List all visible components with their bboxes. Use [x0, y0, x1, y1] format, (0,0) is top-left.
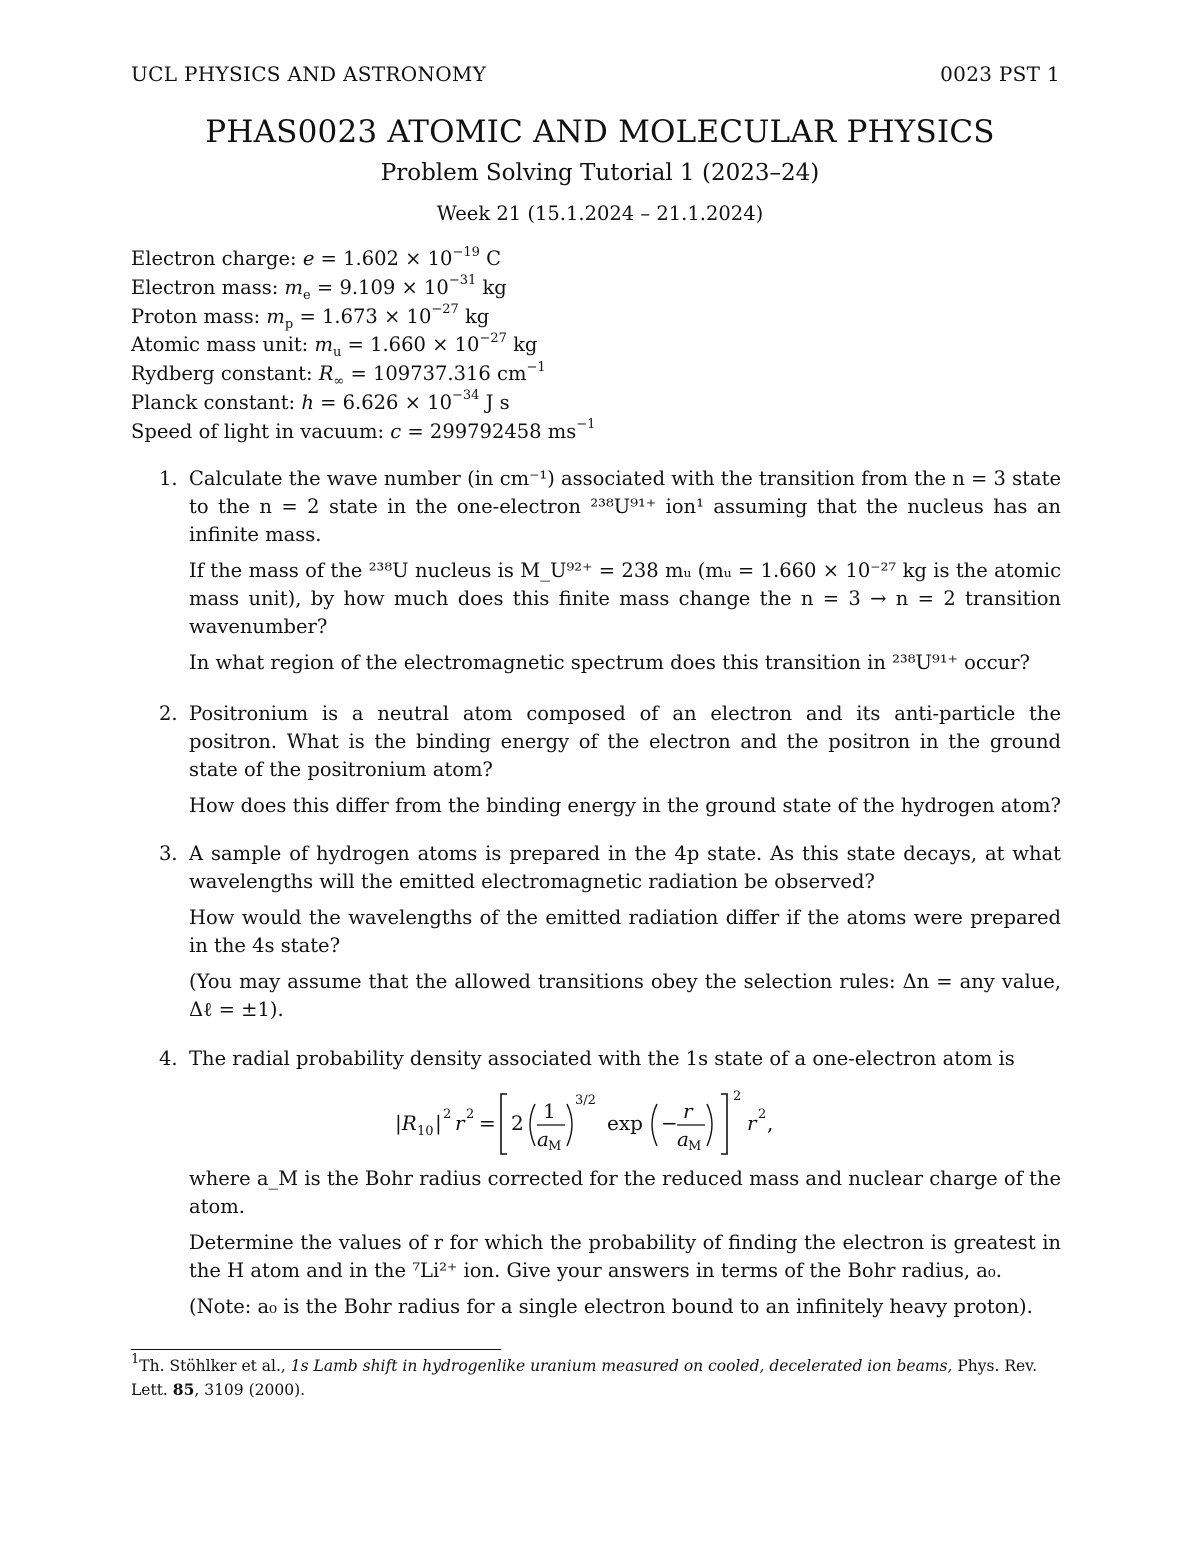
- right-bracket: [721, 1094, 727, 1154]
- footnote-pages: , 3109 (2000).: [194, 1381, 306, 1399]
- page-title: PHAS0023 ATOMIC AND MOLECULAR PHYSICS: [205, 114, 995, 150]
- constant-label: Speed of light in vacuum:: [131, 419, 391, 443]
- constant-label: Planck constant:: [131, 390, 302, 414]
- constant-row: [131, 389, 595, 418]
- question-1: [131, 465, 1061, 685]
- constant-unit: J s: [479, 390, 510, 414]
- question-paragraph: If the mass of the ²³⁸U nucleus is M_U⁹²⁺ = 238 mᵤ (mᵤ = 1.660 × 10⁻²⁷ kg is the atomic mass unit), by how much does this finite mass change the n = 3 → n = 2 transition wavenumber?: [189, 559, 1061, 638]
- eq-outer-exp: 2: [733, 1090, 742, 1104]
- constant-label: Electron mass:: [131, 275, 285, 299]
- constant-row: [131, 331, 595, 360]
- eq-a: a: [677, 1127, 689, 1151]
- constant-unit: kg: [506, 333, 538, 357]
- question-paragraph: (You may assume that the allowed transitions obey the selection rules: Δn = any value, Δℓ = ±1).: [189, 970, 1061, 1021]
- constant-unit: kg: [458, 304, 490, 328]
- question-paragraph: Determine the values of r for which the probability of finding the electron is greatest in the H atom and in the ⁷Li²⁺ ion. Give your answers in terms of the Bohr radius, a₀.: [189, 1231, 1061, 1282]
- question-paragraph: (Note: a₀ is the Bohr radius for a single electron bound to an infinitely heavy proton).: [189, 1295, 1033, 1318]
- constant-value: = 1.602 × 10: [314, 247, 453, 270]
- left-bracket: [501, 1094, 507, 1154]
- eq-minus: −: [661, 1111, 678, 1135]
- constant-label: Rydberg constant:: [131, 362, 319, 386]
- constant-exponent: −27: [479, 330, 507, 346]
- question-3: [131, 840, 1061, 1032]
- header-code: 0023 PST 1: [940, 62, 1060, 86]
- constant-symbol: c: [390, 419, 402, 443]
- eq-r-num: r: [683, 1099, 693, 1123]
- right-paren: [707, 1104, 712, 1146]
- eq-exp32: 3/2: [575, 1093, 596, 1108]
- constant-unit: C: [479, 247, 502, 270]
- eq-lhs-exp: 2: [443, 1107, 452, 1122]
- eq-tail-r: r: [747, 1111, 757, 1135]
- footnote: [131, 1351, 1061, 1402]
- constant-value: = 299792458 ms: [401, 419, 577, 443]
- radial-density-equation: [0, 1090, 1200, 1160]
- eq-comma: ,: [767, 1111, 774, 1135]
- constant-row: [131, 274, 595, 303]
- question-number: 3.: [159, 842, 178, 865]
- constant-label: Proton mass:: [131, 304, 267, 328]
- eq-two: 2: [511, 1111, 524, 1135]
- constant-subscript: ∞: [333, 374, 345, 390]
- left-paren: [530, 1104, 535, 1146]
- question-paragraph: The radial probability density associated with the 1s state of a one-electron atom is: [189, 1047, 1015, 1070]
- page-subtitle: Problem Solving Tutorial 1 (2023–24): [380, 160, 820, 186]
- eq-equals: =: [479, 1111, 496, 1135]
- footnote-rule: [131, 1349, 501, 1350]
- constant-row: [131, 418, 595, 447]
- week-line: Week 21 (15.1.2024 – 21.1.2024): [436, 202, 764, 225]
- constant-unit: kg: [476, 275, 507, 299]
- question-paragraph: Positronium is a neutral atom composed of an electron and its anti-particle the positron. What is the binding energy of the electron and the positron in the ground state of the positronium atom?: [189, 702, 1061, 781]
- eq-r: r: [455, 1111, 465, 1135]
- footnote-mark: 1: [131, 1351, 140, 1367]
- constant-exponent: −34: [452, 388, 480, 404]
- constant-row: [131, 360, 595, 389]
- question-4-continued: [131, 1165, 1061, 1329]
- footnote-volume: 85: [172, 1380, 195, 1399]
- eq-lhs-bar: |: [435, 1111, 442, 1135]
- eq-a-sub: M: [548, 1139, 562, 1154]
- question-number: 4.: [159, 1047, 178, 1070]
- eq-exp: exp: [607, 1111, 643, 1135]
- eq-lhs-sub: 10: [417, 1124, 434, 1139]
- question-paragraph: In what region of the electromagnetic spectrum does this transition in ²³⁸U⁹¹⁺ occur?: [189, 651, 1031, 674]
- eq-a-sub: M: [688, 1139, 702, 1154]
- eq-lhs: |R: [395, 1111, 417, 1135]
- constant-symbol: R: [318, 362, 334, 386]
- header-department: UCL PHYSICS AND ASTRONOMY: [131, 62, 487, 86]
- constant-exponent: −1: [526, 359, 546, 375]
- question-paragraph: How does this differ from the binding energy in the ground state of the hydrogen atom?: [189, 794, 1061, 817]
- constant-value: = 1.673 × 10: [293, 304, 432, 328]
- question-number: 1.: [159, 467, 178, 490]
- question-number: 2.: [159, 702, 178, 725]
- right-paren: [567, 1104, 572, 1146]
- constant-symbol: m: [266, 304, 285, 328]
- constant-symbol: e: [302, 247, 315, 270]
- constant-value: = 6.626 × 10: [313, 390, 453, 414]
- constants-list: [131, 245, 595, 447]
- constant-symbol: m: [284, 275, 303, 299]
- question-paragraph: Calculate the wave number (in cm⁻¹) associated with the transition from the n = 3 state to the n = 2 state in the one-electron ²³⁸U⁹¹⁺ ion¹ assuming that the nucleus has an infinite mass.: [189, 467, 1061, 546]
- constant-exponent: −19: [452, 244, 480, 260]
- question-2: [131, 700, 1061, 828]
- constant-subscript: u: [332, 345, 342, 361]
- constant-subscript: e: [303, 287, 311, 303]
- constant-value: = 9.109 × 10: [310, 275, 449, 299]
- eq-one: 1: [543, 1099, 556, 1123]
- question-paragraph: A sample of hydrogen atoms is prepared in the 4p state. As this state decays, at what wavelengths will the emitted electromagnetic radiation be observed?: [189, 842, 1061, 893]
- constant-row: [131, 303, 595, 332]
- constant-label: Electron charge:: [131, 247, 303, 270]
- constant-row: [131, 245, 595, 274]
- eq-r-exp: 2: [466, 1107, 475, 1122]
- constant-symbol: m: [314, 333, 333, 357]
- footnote-authors: Th. Stöhlker et al.,: [139, 1357, 291, 1375]
- constant-exponent: −27: [431, 302, 459, 318]
- constant-label: Atomic mass unit:: [131, 333, 315, 357]
- footnote-title: 1s Lamb shift in hydrogenlike uranium measured on cooled, decelerated ion beams,: [290, 1357, 953, 1375]
- eq-tail-exp: 2: [758, 1107, 767, 1122]
- constant-value: = 1.660 × 10: [341, 333, 480, 357]
- footnote-journal: Phys. Rev. Lett.: [131, 1357, 1038, 1399]
- constant-exponent: −31: [448, 273, 477, 289]
- constant-exponent: −1: [576, 417, 596, 433]
- question-paragraph: How would the wavelengths of the emitted radiation differ if the atoms were prepared in the 4s state?: [189, 906, 1061, 957]
- left-paren: [652, 1104, 657, 1146]
- constant-subscript: p: [284, 316, 294, 332]
- constant-value: = 109737.316 cm: [344, 362, 527, 386]
- constant-symbol: h: [301, 390, 314, 414]
- eq-a: a: [537, 1127, 549, 1151]
- question-paragraph: where a_M is the Bohr radius corrected for the reduced mass and nuclear charge of the atom.: [189, 1167, 1061, 1218]
- question-4: [131, 1045, 1061, 1081]
